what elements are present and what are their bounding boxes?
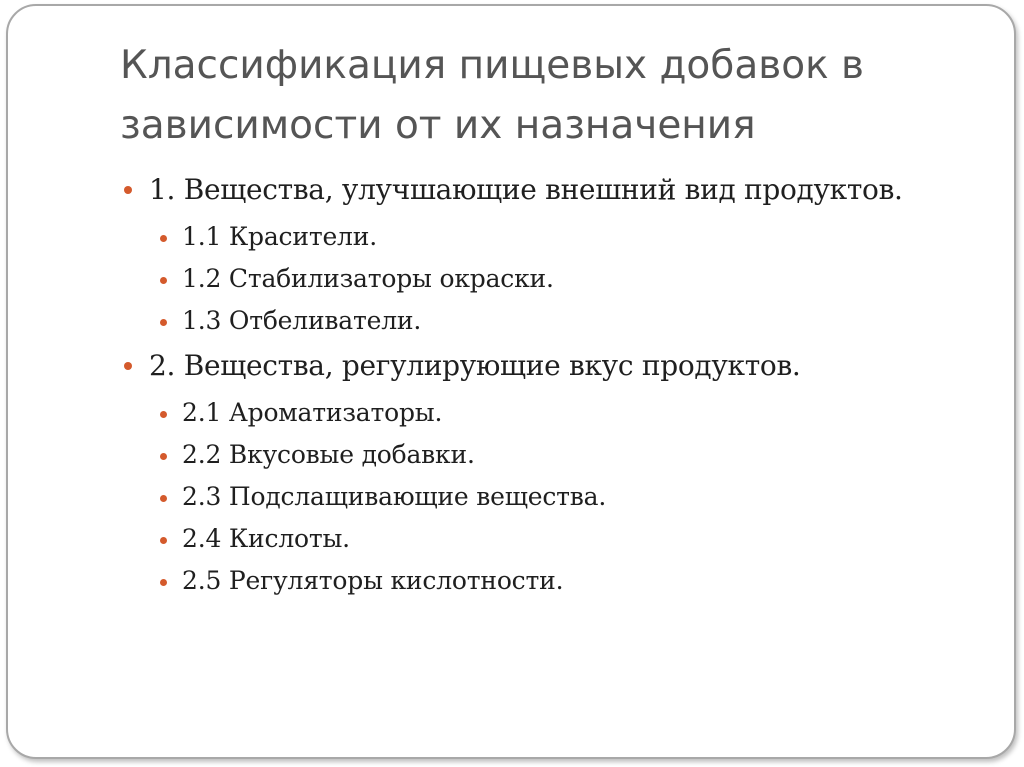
list-item — [124, 476, 944, 518]
slide-frame — [6, 4, 1016, 759]
list-item-label: 1.2 Стабилизаторы окраски. — [182, 264, 554, 293]
list-item-label: 1.3 Отбеливатели. — [182, 306, 422, 335]
list-item — [124, 392, 944, 434]
group-heading: 2. Вещества, регулирующие вкус продуктов. — [149, 349, 801, 382]
list-item-label: 1.1 Красители. — [182, 222, 377, 251]
list-item-label: 2.3 Подслащивающие вещества. — [182, 482, 607, 511]
slide-content — [124, 170, 944, 606]
top-level-list — [124, 170, 944, 602]
list-item-group-2 — [124, 346, 944, 602]
bullet-icon — [160, 235, 167, 242]
list-item-label: 2.1 Ароматизаторы. — [182, 398, 443, 427]
group-heading: 1. Вещества, улучшающие внешний вид продуктов. — [149, 173, 903, 206]
list-item — [124, 434, 944, 476]
list-item-label: 2.4 Кислоты. — [182, 524, 350, 553]
bullet-icon — [160, 495, 167, 502]
bullet-icon — [160, 319, 167, 326]
bullet-icon — [160, 453, 167, 460]
list-item — [124, 518, 944, 560]
list-item — [124, 560, 944, 602]
list-item — [124, 216, 944, 258]
bullet-icon — [160, 537, 167, 544]
list-item — [124, 258, 944, 300]
sub-list — [124, 216, 944, 342]
list-item — [124, 300, 944, 342]
bullet-icon — [124, 362, 132, 370]
bullet-icon — [160, 277, 167, 284]
bullet-icon — [160, 579, 167, 586]
list-item-label: 2.2 Вкусовые добавки. — [182, 440, 475, 469]
bullet-icon — [160, 411, 167, 418]
slide-title: Классификация пищевых добавок в зависимости от их назначения — [120, 43, 865, 148]
bullet-icon — [124, 186, 132, 194]
list-item-group-1 — [124, 170, 944, 342]
sub-list — [124, 392, 944, 602]
list-item-label: 2.5 Регуляторы кислотности. — [182, 566, 564, 595]
